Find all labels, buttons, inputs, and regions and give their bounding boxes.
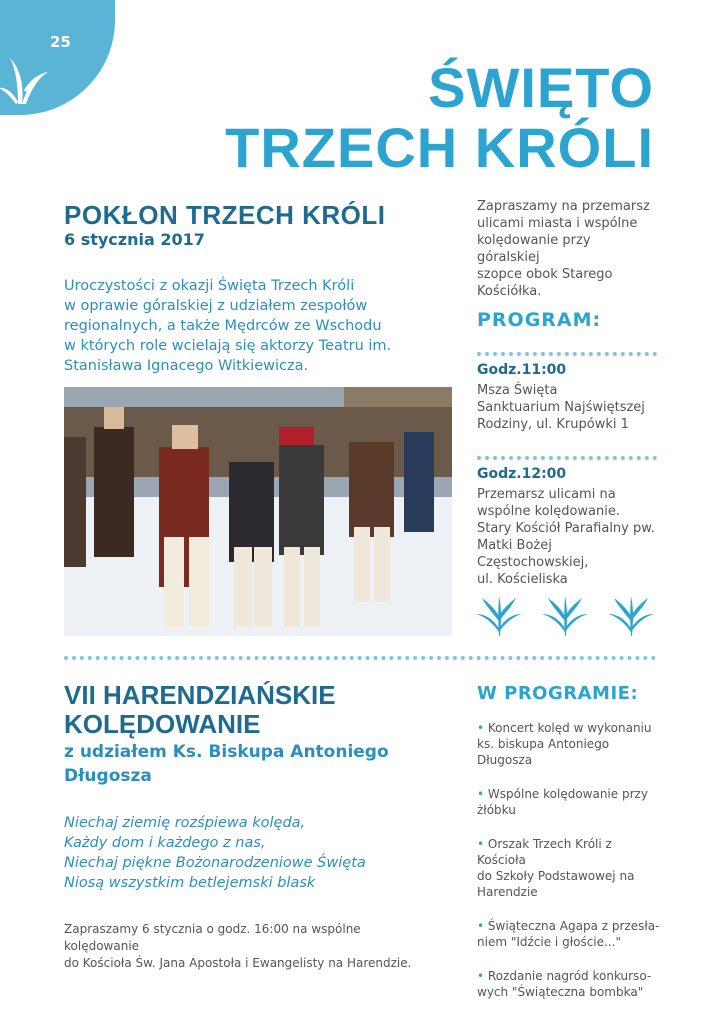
poem	[64, 813, 366, 893]
decorative-plants	[474, 592, 664, 636]
bullet-icon: •	[477, 969, 485, 983]
section2-title-line: KOLĘDOWANIE	[64, 709, 261, 739]
section1-date: 6 stycznia 2017	[64, 230, 205, 249]
event-desc-line: Stary Kościół Parafialny pw.	[477, 521, 655, 536]
sidebar-intro-line: Zapraszamy na przemarsz	[477, 199, 650, 214]
poem-line: Niosą wszystkim betlejemski blask	[64, 875, 316, 891]
list-item	[477, 968, 662, 1000]
event-desc-line: Rodziny, ul. Krupówki 1	[477, 417, 629, 432]
list-item-line: Orszak Trzech Króli z Kościoła	[477, 837, 612, 867]
poem-line: Każdy dom i każdego z nas,	[64, 835, 266, 851]
invite-line: do Kościoła Św. Jana Apostoła i Ewangelisty na Harendzie.	[64, 956, 412, 970]
list-item-line: Świąteczna Agapa z przesła-	[487, 919, 660, 933]
poem-line: Niechaj ziemię rozśpiewa kolęda,	[64, 815, 306, 831]
dotted-divider	[477, 352, 657, 356]
list-item-line: Harendzie	[477, 885, 538, 899]
list-item-line: Koncert kolęd w wykonaniu	[487, 721, 652, 735]
intro-line: w oprawie góralskiej z udziałem zespołów	[64, 298, 368, 314]
list-item-line: ks. biskupa Antoniego Długosza	[477, 737, 610, 767]
w-programie-heading: W PROGRAMIE:	[477, 683, 639, 704]
section1-intro	[64, 276, 424, 376]
sidebar-intro-line: Kościółka.	[477, 284, 542, 299]
program-heading: PROGRAM:	[477, 309, 602, 331]
list-item-line: żłóbku	[477, 803, 516, 817]
section1-title: POKŁON TRZECH KRÓLI	[64, 200, 386, 230]
event-desc-line: Sanktuarium Najświętszej	[477, 400, 645, 415]
section2-subtitle-line: z udziałem Ks. Biskupa Antoniego	[64, 742, 389, 762]
plant-icon	[608, 592, 654, 636]
intro-line: Stanisława Ignacego Witkiewicza.	[64, 358, 309, 374]
event-desc-line: ul. Kościeliska	[477, 572, 568, 587]
event-desc-line: Msza Święta	[477, 383, 558, 398]
carolers-photo	[64, 387, 452, 636]
section2-subtitle	[64, 740, 444, 788]
page-number: 25	[50, 33, 71, 51]
intro-line: regionalnych, a także Mędrców ze Wschodu	[64, 318, 382, 334]
intro-line: Uroczystości z okazji Święta Trzech Króli	[64, 278, 355, 294]
sidebar-intro-line: szopce obok Starego	[477, 267, 613, 282]
section2-title-line: VII HARENDZIAŃSKIE	[64, 680, 336, 710]
event-time: Godz.11:00	[477, 362, 567, 378]
section2-title	[64, 681, 336, 739]
section2-invitation	[64, 921, 434, 972]
list-item	[477, 720, 662, 768]
sidebar-intro-line: kolędowanie przy góralskiej	[477, 233, 591, 265]
event-desc-line: wspólne kolędowanie.	[477, 504, 621, 519]
event-time: Godz.12:00	[477, 466, 567, 482]
list-item	[477, 918, 662, 950]
bullet-icon: •	[477, 721, 485, 735]
page-title	[225, 58, 654, 178]
event-description	[477, 382, 662, 433]
list-item-line: do Szkoły Podstawowej na	[477, 869, 635, 883]
plant-icon	[542, 592, 588, 636]
event-description	[477, 486, 662, 588]
list-item	[477, 836, 662, 900]
bullet-icon: •	[477, 919, 485, 933]
list-item-line: wych "Świąteczna bombka"	[477, 985, 644, 999]
event-desc-line: Matki Bożej Częstochowskiej,	[477, 538, 589, 570]
sidebar1-intro	[477, 198, 657, 300]
invite-line: Zapraszamy 6 stycznia o godz. 16:00 na wspólne kolędowanie	[64, 922, 361, 953]
w-programie-list	[477, 720, 662, 1018]
poem-line: Niechaj piękne Bożonarodzeniowe Święta	[64, 855, 366, 871]
title-line-2: TRZECH KRÓLI	[225, 116, 654, 179]
plant-icon	[476, 592, 522, 636]
intro-line: w których role wcielają się aktorzy Teatru im.	[64, 338, 392, 354]
sidebar-intro-line: ulicami miasta i wspólne	[477, 216, 638, 231]
list-item-line: niem "Idźcie i głoście..."	[477, 935, 621, 949]
section2-subtitle-line: Długosza	[64, 766, 152, 786]
bullet-icon: •	[477, 837, 485, 851]
list-item-line: Rozdanie nagród konkurso-	[487, 969, 652, 983]
section-divider	[64, 656, 656, 660]
title-line-1: ŚWIĘTO	[428, 56, 654, 119]
list-item	[477, 786, 662, 818]
bullet-icon: •	[477, 787, 485, 801]
event-desc-line: Przemarsz ulicami na	[477, 487, 616, 502]
dotted-divider	[477, 456, 657, 460]
list-item-line: Wspólne kolędowanie przy	[487, 787, 648, 801]
